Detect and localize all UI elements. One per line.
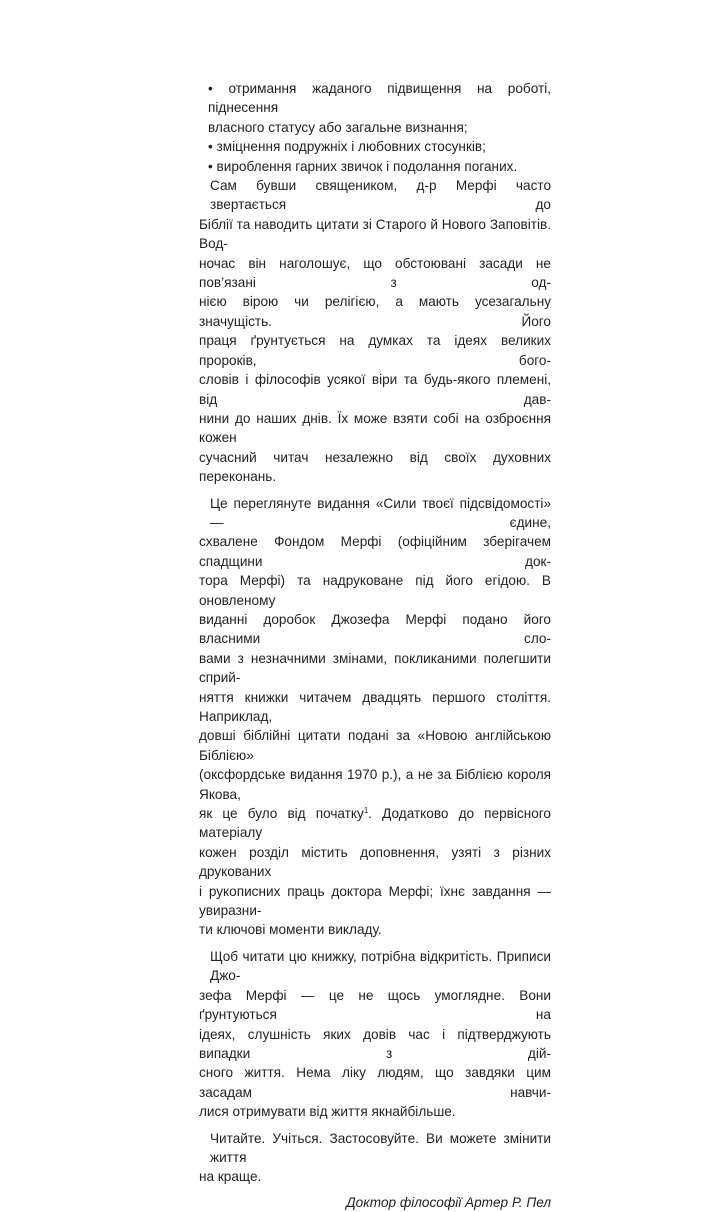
paragraph-bible [199, 176, 551, 487]
text-line: і рукописних праць доктора Мерфі; їхнє завдання — увиразни- [199, 883, 551, 919]
text-line: сучасний читач незалежно від своїх духовних переконань. [199, 449, 551, 485]
text-line: няття книжки читачем двадцять першого століття. Наприклад, [199, 689, 551, 724]
author-signature: Доктор філософії Артер Р. Пел [346, 1194, 551, 1210]
bullet-item-promotion-cont: власного статусу або загальне визнання; [208, 119, 468, 135]
text-line: Щоб читати цю книжку, потрібна відкритість. Приписи Джо- [210, 948, 551, 984]
text-line: (оксфордське видання 1970 р.), а не за Біблією короля Якова, [199, 767, 551, 802]
text-line: тора Мерфі) та надруковане під його егідою. В оновленому [199, 573, 551, 608]
page-text [199, 79, 551, 1212]
text-line-with-footnote [199, 804, 551, 843]
text-line: виданні доробок Джозефа Мерфі подано його власними сло- [199, 611, 551, 647]
footnote-marker: 1 [363, 806, 369, 816]
text-line: ночас він наголошує, що обстоювані засади не пов’язані з од- [199, 255, 551, 291]
text-line: Сам бувши священиком, д-р Мерфі часто звертається до [210, 178, 551, 213]
text-line: Біблії та наводить цитати зі Старого й Нового Заповітів. Вод- [199, 216, 551, 252]
bullet-item-relationships: • зміцнення подружніх і любовних стосунків; [208, 139, 486, 155]
text-line: схвалене Фондом Мерфі (офіційним зберігачем спадщини док- [199, 534, 551, 569]
text-line: зефа Мерфі — це не щось умоглядне. Вони ґрунтуються на [199, 987, 551, 1023]
text-fragment: . Додатково до первісного матеріалу [199, 806, 551, 841]
text-fragment: як це було від початку [199, 806, 364, 822]
text-line: словів і філософів усякої віри та будь-якого племені, від дав- [199, 372, 551, 407]
text-line: праця ґрунтується на думках та ідеях великих пророків, бого- [199, 333, 551, 368]
text-line: ідеях, слушність яких довів час і підтверджують випадки з дій- [199, 1026, 551, 1061]
paragraph-closing [199, 1129, 551, 1187]
text-line: лися отримувати від життя якнайбільше. [199, 1104, 456, 1120]
bullet-item-habits: • вироблення гарних звичок і подолання поганих. [208, 158, 518, 174]
text-line: нини до наших днів. Їх може взяти собі на озброєння кожен [199, 410, 551, 446]
paragraph-openness [199, 947, 551, 1122]
text-line: довші біблійні цитати подані за «Новою англійською Біблією» [199, 728, 551, 763]
text-line: нією вірою чи релігією, а мають усезагальну значущість. Його [199, 294, 551, 329]
text-line: Читайте. Учіться. Застосовуйте. Ви можете змінити життя [210, 1130, 551, 1165]
text-line: кожен розділ містить доповнення, узяті з різних друкованих [199, 844, 551, 880]
text-line: Це переглянуте видання «Сили твоєї підсвідомості» — єдине, [210, 495, 551, 530]
text-line: вами з незначними змінами, покликаними полегшити сприй- [199, 650, 551, 686]
text-line: ти ключові моменти викладу. [199, 922, 382, 938]
paragraph-edition [199, 494, 551, 940]
text-line: на краще. [199, 1169, 262, 1185]
bullet-list [199, 79, 551, 176]
bullet-item-promotion: • отримання жаданого підвищення на роботі, піднесення [208, 81, 551, 116]
text-line: сного життя. Нема ліку людям, що завдяки цим засадам навчи- [199, 1065, 551, 1100]
